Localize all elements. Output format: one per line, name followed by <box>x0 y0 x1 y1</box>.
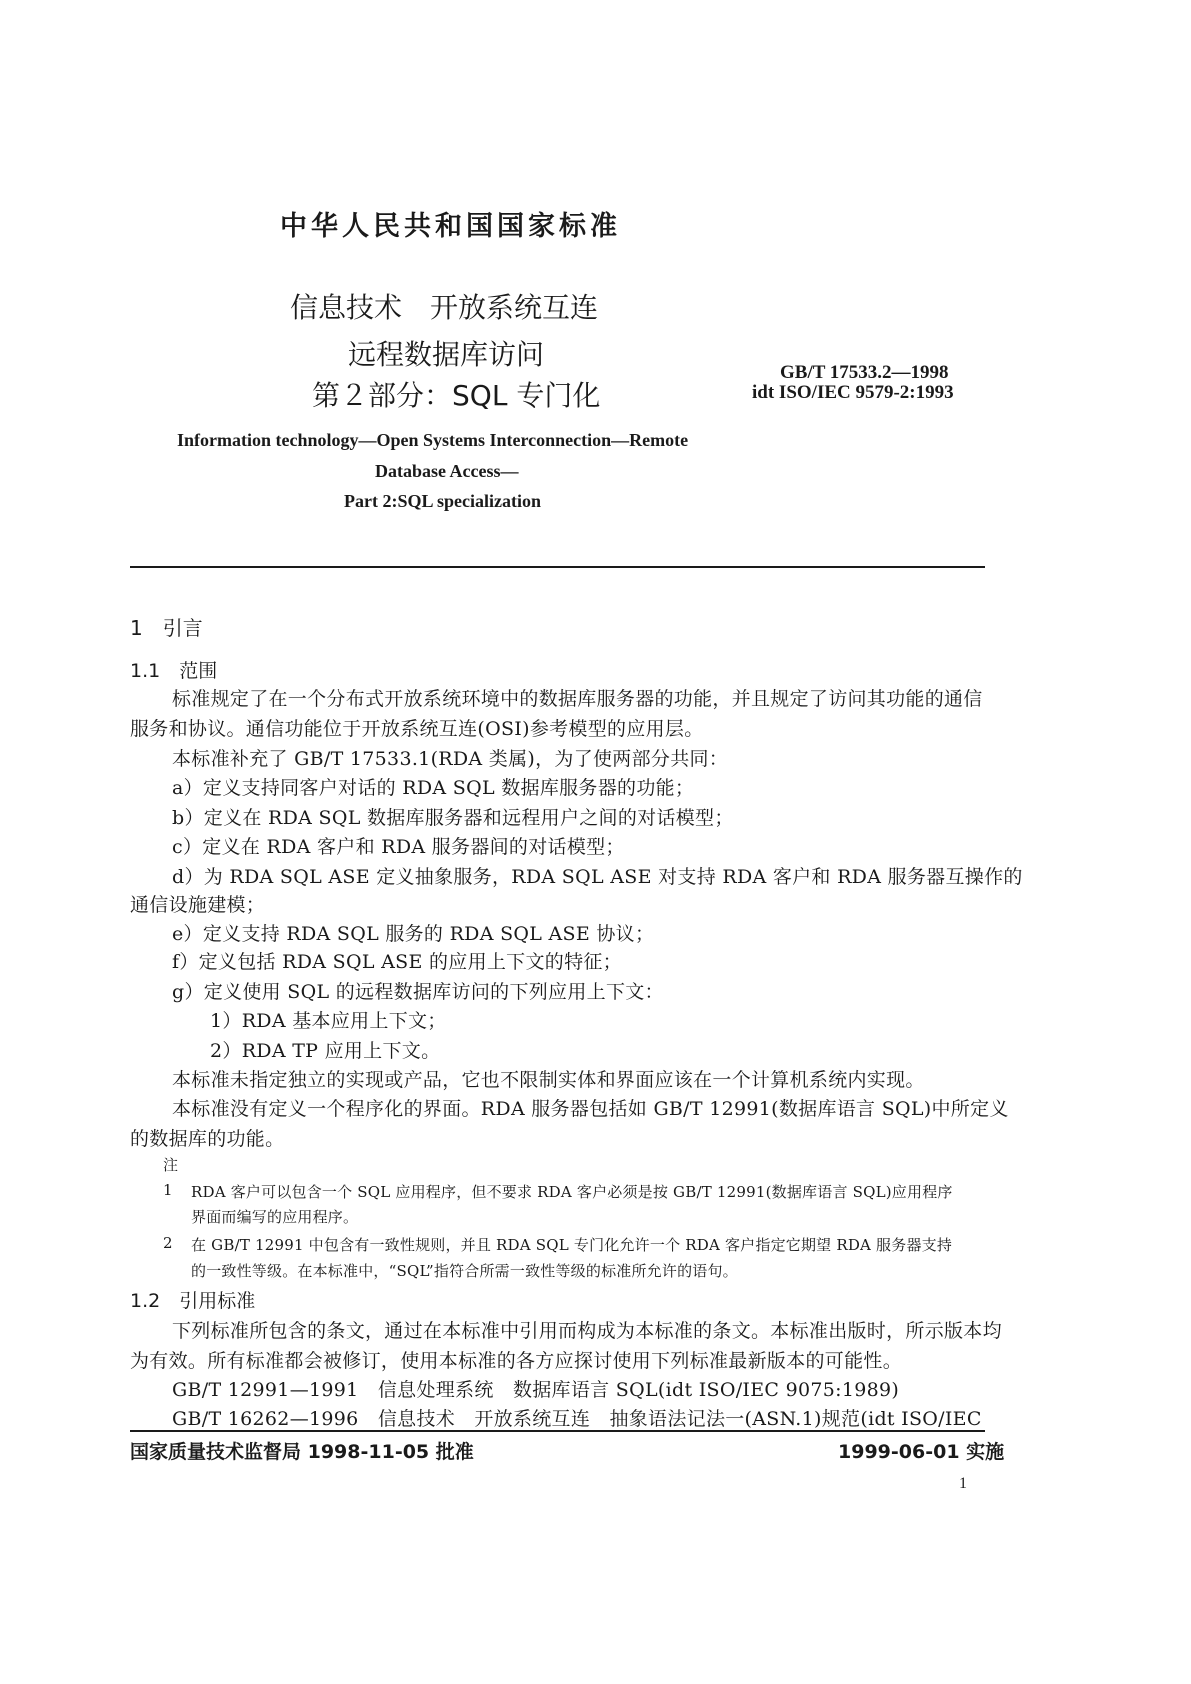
note1-line2: 界面而编写的应用程序。 <box>191 1208 359 1226</box>
note-label: 注 <box>163 1156 179 1174</box>
list-item-g1: 1）RDA 基本应用上下文； <box>210 1010 447 1032</box>
list-item-f: f）定义包括 RDA SQL ASE 的应用上下文的特征； <box>172 951 622 973</box>
cn-title-line1: 信息技术 开放系统互连 <box>290 291 599 324</box>
para1-line2: 服务和协议。通信功能位于开放系统互连(OSI)参考模型的应用层。 <box>130 718 704 740</box>
para5-line2: 为有效。所有标准都会被修订，使用本标准的各方应探讨使用下列标准最新版本的可能性。 <box>130 1350 903 1372</box>
page-number: 1 <box>959 1475 967 1492</box>
approval-text: 国家质量技术监督局 1998-11-05 批准 <box>130 1441 474 1463</box>
std-number: GB/T 17533.2—1998 <box>780 362 949 383</box>
list-item-g: g）定义使用 SQL 的远程数据库访问的下列应用上下文： <box>172 981 664 1003</box>
section1-heading: 1 引言 <box>130 616 203 640</box>
list-item-e: e）定义支持 RDA SQL 服务的 RDA SQL ASE 协议； <box>172 923 655 945</box>
section1-2-heading: 1.2 引用标准 <box>130 1290 256 1312</box>
list-item-d-line1: d）为 RDA SQL ASE 定义抽象服务，RDA SQL ASE 对支持 RDA 客户和 RDA 服务器互操作的 <box>172 866 1023 888</box>
para5-line1: 下列标准所包含的条文，通过在本标准中引用而构成为本标准的条文。本标准出版时，所示版本均 <box>172 1320 1002 1342</box>
en-title-line3: Part 2:SQL specialization <box>344 491 541 511</box>
list-item-c: c）定义在 RDA 客户和 RDA 服务器间的对话模型； <box>172 836 625 858</box>
list-item-d-line2: 通信设施建模； <box>130 894 266 916</box>
list-item-b: b）定义在 RDA SQL 数据库服务器和远程用户之间的对话模型； <box>172 807 734 829</box>
reference-1: GB/T 12991—1991 信息处理系统 数据库语言 SQL(idt ISO/IEC 9075:1989) <box>172 1379 900 1401</box>
list-item-a: a）定义支持同客户对话的 RDA SQL 数据库服务器的功能； <box>172 777 695 799</box>
para3: 本标准未指定独立的实现或产品，它也不限制实体和界面应该在一个计算机系统内实现。 <box>172 1069 925 1091</box>
en-title-line2: Database Access— <box>375 461 519 481</box>
note2-number: 2 <box>163 1234 173 1252</box>
note1-line1: RDA 客户可以包含一个 SQL 应用程序，但不要求 RDA 客户必须是按 GB/T 12991(数据库语言 SQL)应用程序 <box>191 1183 953 1201</box>
para4-line1: 本标准没有定义一个程序化的界面。RDA 服务器包括如 GB/T 12991(数据库语言 SQL)中所定义 <box>172 1098 1009 1120</box>
implementation-text: 1999-06-01 实施 <box>838 1441 1005 1463</box>
footer-divider <box>130 1430 985 1432</box>
note1-number: 1 <box>163 1181 173 1199</box>
cn-title-line2: 远程数据库访问 <box>348 338 545 371</box>
org-title: 中华人民共和国国家标准 <box>280 211 621 242</box>
section1-1-heading: 1.1 范围 <box>130 660 218 682</box>
reference-2: GB/T 16262—1996 信息技术 开放系统互连 抽象语法记法一(ASN.1)规范(idt ISO/IEC <box>172 1408 982 1430</box>
para2: 本标准补充了 GB/T 17533.1(RDA 类属)，为了使两部分共同： <box>172 748 729 770</box>
cn-title-line3: 第２部分：SQL 专门化 <box>312 379 601 412</box>
list-item-g2: 2）RDA TP 应用上下文。 <box>210 1040 441 1062</box>
para1-line1: 标准规定了在一个分布式开放系统环境中的数据库服务器的功能，并且规定了访问其功能的通信 <box>172 688 983 710</box>
std-idt: idt ISO/IEC 9579-2:1993 <box>752 382 954 403</box>
en-title-line1: Information technology—Open Systems Interconnection—Remote <box>177 430 689 450</box>
header-divider <box>130 566 985 568</box>
note2-line2: 的一致性等级。在本标准中，“SQL”指符合所需一致性等级的标准所允许的语句。 <box>191 1262 738 1280</box>
note2-line1: 在 GB/T 12991 中包含有一致性规则，并且 RDA SQL 专门化允许一个 RDA 客户指定它期望 RDA 服务器支持 <box>191 1236 953 1254</box>
para4-line2: 的数据库的功能。 <box>130 1128 285 1150</box>
